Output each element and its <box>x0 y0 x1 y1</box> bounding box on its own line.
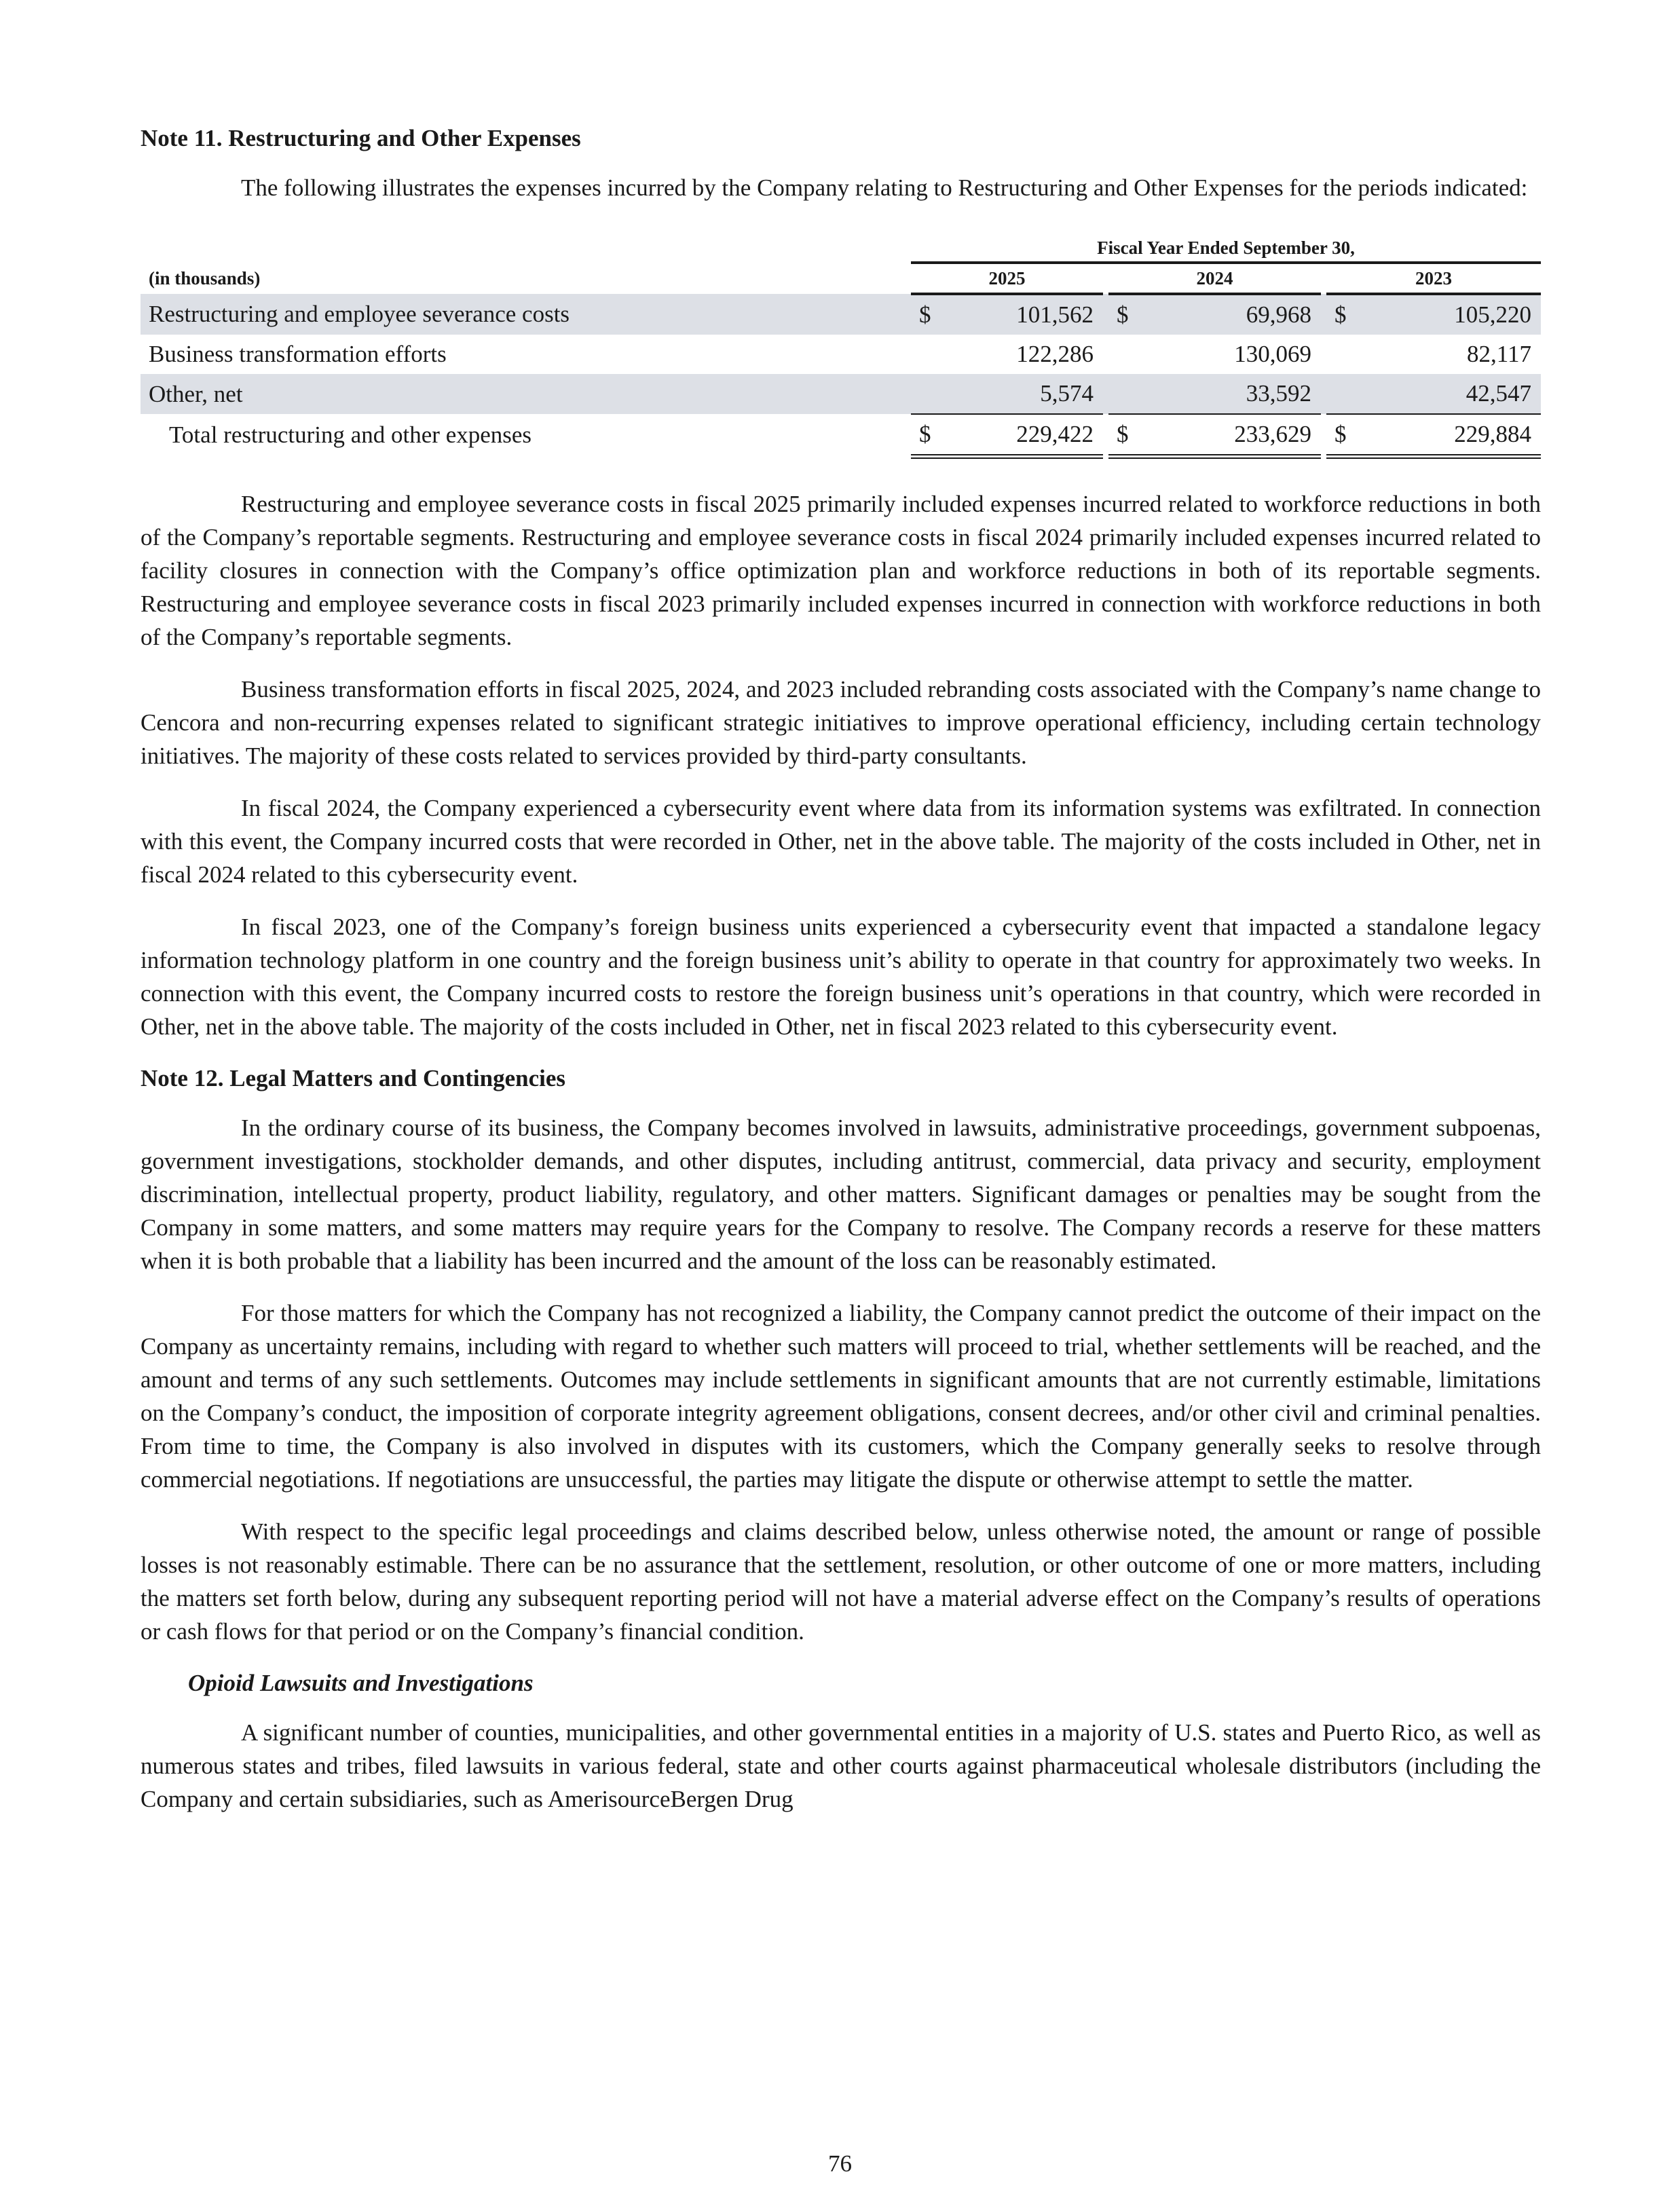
page-number: 76 <box>828 2150 852 2177</box>
note-11-intro: The following illustrates the expenses incurred by the Company relating to Restructuring and Other Expenses for the periods indicated: <box>241 174 1528 201</box>
paragraph: In fiscal 2023, one of the Company’s foreign business units experienced a cybersecurity event that impacted a standalone legacy information technology platform in one country and the foreign business unit’s ability to operate in that country for approximately two weeks. In connection with this event, the Company incurred costs to restore the foreign business unit’s operations in that country, which were recorded in Other, net in the above table. The majority of the costs included in Other, net in fiscal 2023 related to this cybersecurity event. <box>141 914 1541 1040</box>
value-2023: 105,220 <box>1350 294 1541 335</box>
table-row <box>141 294 1541 335</box>
value-2025: 229,422 <box>935 414 1103 457</box>
year-header-2025: 2025 <box>911 263 1103 294</box>
table-fiscal-header-row <box>141 223 1541 263</box>
paragraph: Restructuring and employee severance costs in fiscal 2025 primarily included expenses incurred related to workforce reductions in both of the Company’s reportable segments. Restructuring and employee severance costs in fiscal 2024 primarily included expenses incurred related to facility closures in connection with the Company’s office optimization plan and workforce reductions in both of its reportable segments. Restructuring and employee severance costs in fiscal 2023 primarily included expenses incurred in connection with workforce reductions in both of the Company’s reportable segments. <box>141 491 1541 650</box>
table-row <box>141 374 1541 414</box>
note-11-heading: Note 11. Restructuring and Other Expenses <box>141 125 581 151</box>
table-row <box>141 335 1541 374</box>
value-2025: 5,574 <box>935 374 1103 414</box>
opioid-subheading: Opioid Lawsuits and Investigations <box>188 1670 534 1696</box>
paragraph: A significant number of counties, municipalities, and other governmental entities in a majority of U.S. states and Puerto Rico, as well as numerous states and tribes, filed lawsuits in various federal, state and other courts against pharmaceutical wholesale distributors (including the Company and certain subsidiaries, such as AmerisourceBergen Drug <box>141 1719 1541 1812</box>
paragraph: In the ordinary course of its business, the Company becomes involved in lawsuits, administrative proceedings, government subpoenas, government investigations, stockholder demands, and other disputes, including antitrust, commercial, data privacy and security, employment discrimination, intellectual property, product liability, regulatory, and other matters. Significant damages or penalties may be sought from the Company in some matters, and some matters may require years for the Company to resolve. The Company records a reserve for these matters when it is both probable that a liability has been incurred and the amount of the loss can be reasonably estimated. <box>141 1115 1541 1274</box>
dollar-sign: $ <box>911 294 935 335</box>
year-header-2024: 2024 <box>1108 263 1321 294</box>
paragraph: For those matters for which the Company has not recognized a liability, the Company cannot predict the outcome of their impact on the Company as uncertainty remains, including with regard to whether such matters will proceed to trial, whether settlements will be reached, and the amount and terms of any such settlements. Outcomes may include settlements in significant amounts that are not currently estimable, limitations on the Company’s conduct, the imposition of corporate integrity agreement obligations, consent decrees, and/or other civil and criminal penalties. From time to time, the Company is also involved in disputes with its customers, which the Company generally seeks to resolve through commercial negotiations. If negotiations are unsuccessful, the parties may litigate the dispute or otherwise attempt to settle the matter. <box>141 1300 1541 1493</box>
restructuring-table-wrapper <box>141 223 1541 459</box>
dollar-sign: $ <box>1326 294 1350 335</box>
row-label: Business transformation efforts <box>149 341 447 367</box>
value-2023: 229,884 <box>1350 414 1541 457</box>
row-label: Other, net <box>141 374 892 414</box>
units-label: (in thousands) <box>149 267 261 288</box>
paragraph: In fiscal 2024, the Company experienced a cybersecurity event where data from its information systems was exfiltrated. In connection with this event, the Company incurred costs that were recorded in Other, net in the above table. The majority of the costs included in Other, net in fiscal 2024 related to this cybersecurity event. <box>141 795 1541 888</box>
value-2025: 122,286 <box>1016 341 1094 367</box>
value-2024: 69,968 <box>1132 294 1321 335</box>
value-2023: 82,117 <box>1467 341 1531 367</box>
value-2024: 233,629 <box>1132 414 1321 457</box>
year-header-2023: 2023 <box>1326 263 1541 294</box>
table-year-header-row <box>141 263 1541 294</box>
row-label: Restructuring and employee severance costs <box>141 294 892 335</box>
value-2024: 33,592 <box>1132 374 1321 414</box>
value-2025: 101,562 <box>935 294 1103 335</box>
value-2023: 42,547 <box>1350 374 1541 414</box>
dollar-sign: $ <box>1326 414 1350 457</box>
dollar-sign: $ <box>1108 294 1132 335</box>
restructuring-expenses-table <box>141 223 1541 459</box>
table-total-row <box>141 414 1541 457</box>
paragraph: With respect to the specific legal proceedings and claims described below, unless otherwise noted, the amount or range of possible losses is not reasonably estimable. There can be no assurance that the settlement, resolution, or other outcome of one or more matters, including the matters set forth below, during any subsequent reporting period will not have a material adverse effect on the Company’s results of operations or cash flows for that period or on the Company’s financial condition. <box>141 1518 1541 1645</box>
document-page <box>141 122 1541 1835</box>
fiscal-year-header: Fiscal Year Ended September 30, <box>911 223 1541 263</box>
row-label: Total restructuring and other expenses <box>169 422 532 449</box>
paragraph: Business transformation efforts in fiscal 2025, 2024, and 2023 included rebranding costs associated with the Company’s name change to Cencora and non-recurring expenses related to significant strategic initiatives to improve operational efficiency, including certain technology initiatives. The majority of these costs related to services provided by third-party consultants. <box>141 676 1541 769</box>
value-2024: 130,069 <box>1234 341 1311 367</box>
dollar-sign: $ <box>1108 414 1132 457</box>
dollar-sign: $ <box>911 414 935 457</box>
note-12-heading: Note 12. Legal Matters and Contingencies <box>141 1065 566 1091</box>
